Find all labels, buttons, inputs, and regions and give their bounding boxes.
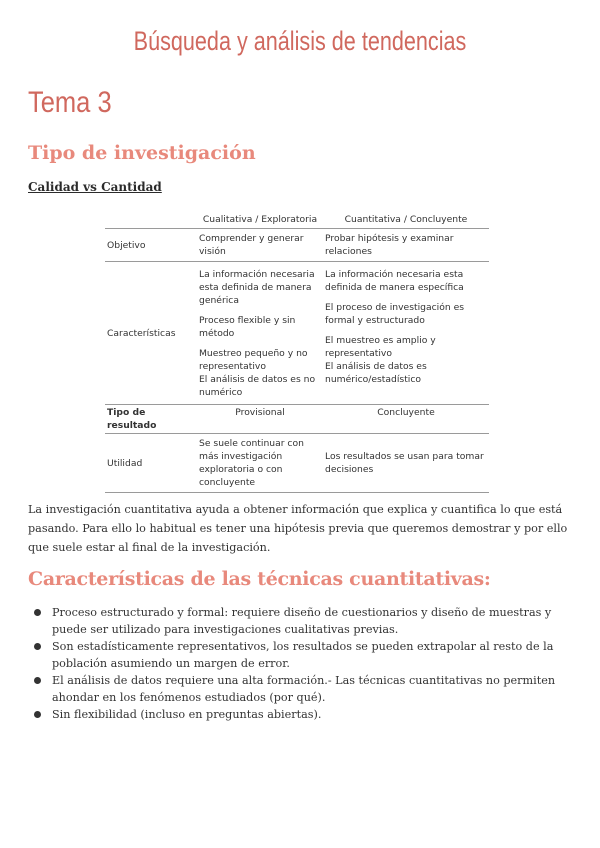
section-heading-caracteristicas: Características de las técnicas cuantitativas: — [28, 568, 491, 590]
row-label-objetivo: Objetivo — [107, 239, 146, 251]
header-empty — [105, 212, 197, 229]
table-row-caracteristicas — [105, 262, 489, 405]
header-cualitativa: Cualitativa / Exploratoria — [202, 214, 318, 225]
carac-cual-item: La información necesaria esta definida de manera genérica — [199, 269, 315, 306]
row-label-caracteristicas: Características — [107, 327, 176, 339]
carac-cuant-item: El muestreo es amplio y representativo — [325, 335, 436, 359]
list-item-text: Sin flexibilidad (incluso en preguntas abiertas). — [52, 708, 322, 721]
list-item — [28, 604, 576, 638]
list-item-text: Proceso estructurado y formal: requiere diseño de cuestionarios y diseño de muestras y puede ser utilizado para investigaciones cualitativas previas. — [52, 606, 552, 636]
subheading-calidad-cantidad: Calidad vs Cantidad — [28, 180, 162, 194]
bullet-icon — [34, 677, 41, 684]
tema-heading: Tema 3 — [28, 86, 112, 119]
carac-cuant-item: El análisis de datos es numérico/estadístico — [325, 361, 427, 385]
cell-objetivo-cualitativa: Comprender y generar visión — [199, 233, 304, 257]
bullet-icon — [34, 711, 41, 718]
carac-cuant-item: El proceso de investigación es formal y estructurado — [325, 302, 465, 326]
comparison-table — [105, 212, 489, 493]
carac-cual-item: Proceso flexible y sin método — [199, 315, 296, 339]
carac-cual-item: Muestreo pequeño y no representativo — [199, 348, 308, 372]
paragraph-text: La investigación cuantitativa ayuda a obtener información que explica y cuantifica lo que está pasando. Para ello lo habitual es tener una hipótesis previa que queremos demostrar y por ello que suele estar al final de la investigación. — [28, 503, 568, 554]
table-row-objetivo — [105, 229, 489, 262]
list-item — [28, 638, 576, 672]
bullet-icon — [34, 643, 41, 650]
header-cuantitativa: Cuantitativa / Concluyente — [344, 214, 468, 225]
list-item — [28, 706, 576, 723]
section-heading-tipo: Tipo de investigación — [28, 142, 256, 164]
cell-objetivo-cuantitativa: Probar hipótesis y examinar relaciones — [325, 233, 454, 257]
cell-caracteristicas-cualitativa — [197, 262, 323, 405]
list-item-text: Son estadísticamente representativos, los resultados se pueden extrapolar al resto de la población asumiendo un margen de error. — [52, 640, 554, 670]
carac-cual-item: El análisis de datos es no numérico — [199, 374, 316, 398]
table-row-utilidad — [105, 434, 489, 493]
row-label-tipo-resultado: Tipo de resultado — [107, 407, 157, 431]
cell-tipo-cuantitativa: Concluyente — [377, 407, 435, 418]
characteristics-list — [28, 604, 576, 723]
table-row-tipo-resultado — [105, 405, 489, 434]
table-header-row — [105, 212, 489, 229]
cell-tipo-cualitativa: Provisional — [235, 407, 285, 418]
carac-cuant-item: La información necesaria esta definida de manera específica — [325, 269, 464, 293]
cell-utilidad-cualitativa: Se suele continuar con más investigación exploratoria o con concluyente — [199, 438, 304, 488]
list-item-text: El análisis de datos requiere una alta formación.- Las técnicas cuantitativas no permiten ahondar en los fenómenos estudiados (por qué). — [52, 674, 556, 704]
bullet-icon — [34, 609, 41, 616]
row-label-utilidad: Utilidad — [107, 457, 143, 469]
cell-utilidad-cuantitativa: Los resultados se usan para tomar decisiones — [325, 451, 484, 475]
list-item — [28, 672, 576, 706]
document-title: Búsqueda y análisis de tendencias — [133, 26, 467, 56]
cell-caracteristicas-cuantitativa — [323, 262, 489, 405]
intro-paragraph — [28, 500, 576, 557]
